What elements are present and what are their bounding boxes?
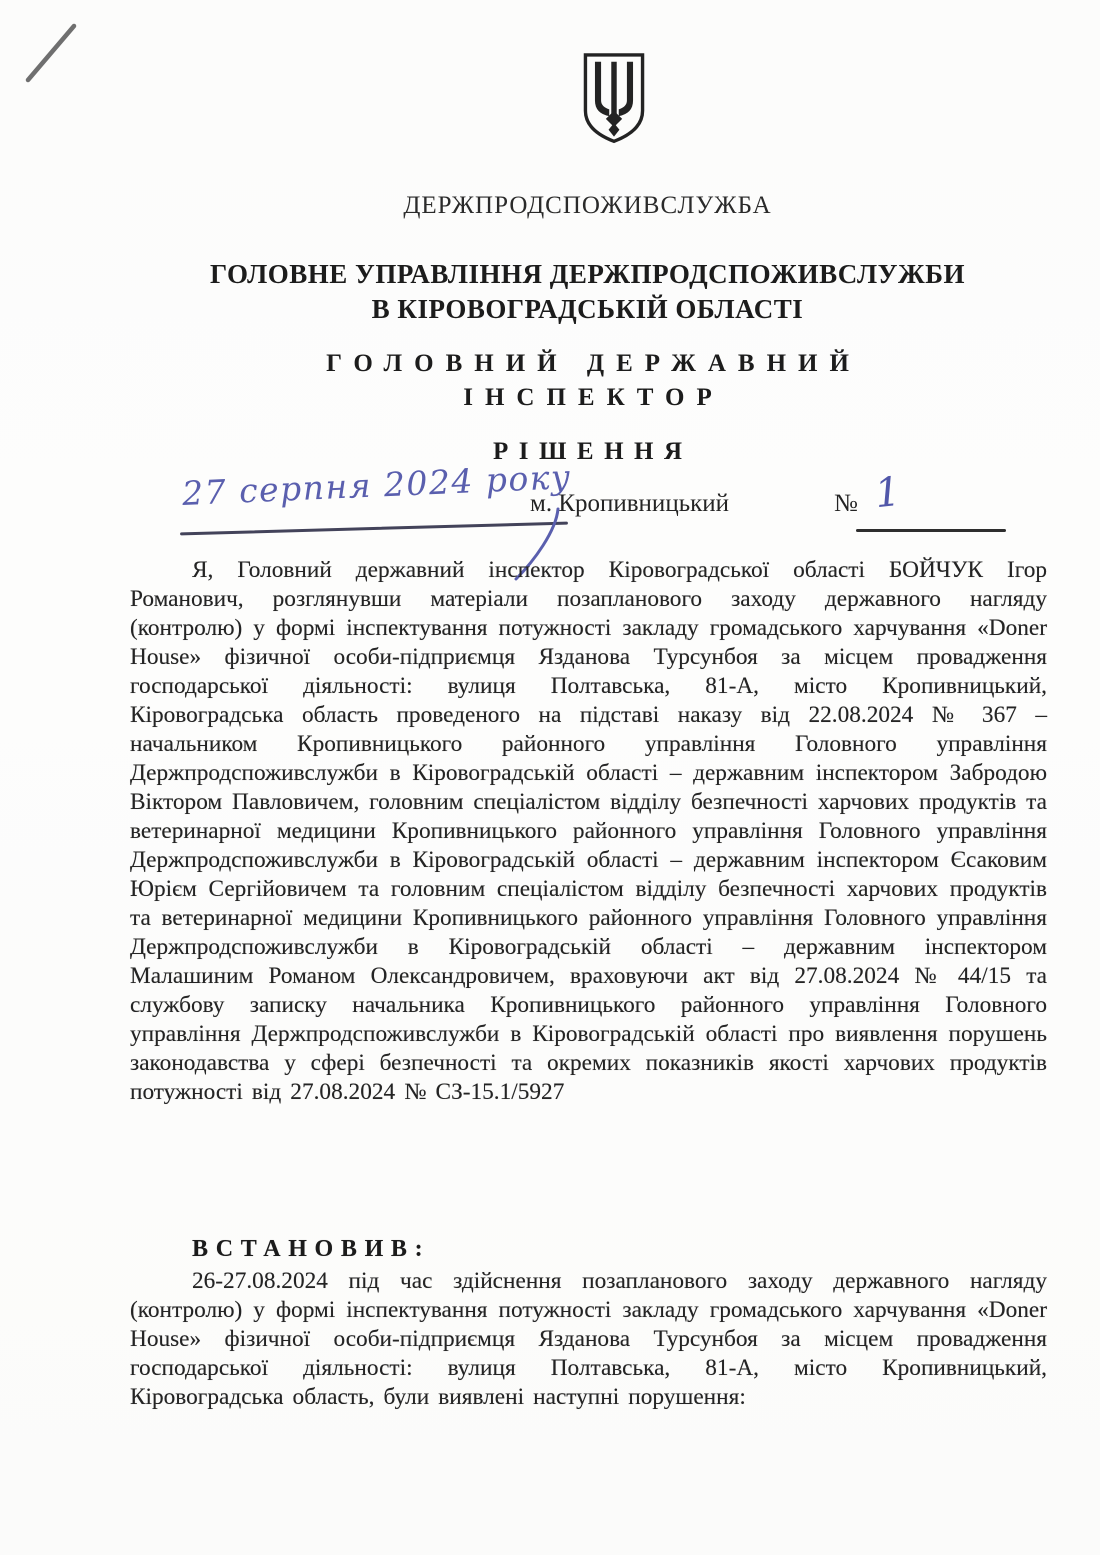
office-name-line1: ГОЛОВНЕ УПРАВЛІННЯ ДЕРЖПРОДСПОЖИВСЛУЖБИ xyxy=(210,259,965,289)
official-title-line2: ІНСПЕКТОР xyxy=(463,384,724,411)
pen-slash-mark xyxy=(18,18,88,90)
coat-of-arms-trident-icon xyxy=(580,52,648,145)
section-heading-established: ВСТАНОВИВ: xyxy=(192,1236,431,1262)
office-name-line2: В КІРОВОГРАДСЬКІЙ ОБЛАСТІ xyxy=(371,294,804,324)
decision-preamble-paragraph: Я, Головний державний інспектор Кіровоградської області БОЙЧУК Ігор Романович, розглянувши матеріали позапланового заходу державного нагляду (контролю) у формі інспектування потужності закладу громадського харчування «Doner House» фізичної особи-підприємця Язданова Турсунбоя за місцем провадження господарської діяльності: вулиця Полтавська, 81-А, місто Кропивницький, Кіровоградська область проведеного на підставі наказу від 22.08.2024 № 367 – начальником Кропивницького районного управління Головного управління Держпродспоживслужби в Кіровоградській області – державним інспектором Забродою Віктором Павловичем, головним спеціалістом відділу безпечності харчових продуктів та ветеринарної медицини Кропивницького районного управління Головного управління Держпродспоживслужби в Кіровоградській області – державним інспектором Єсаковим Юрієм Сергійовичем та головним спеціалістом відділу безпечності харчових продуктів та ветеринарної медицини Кропивницького районного управління Головного управління Держпродспоживслужби в Кіровоградській області – державним інспектором Малашиним Романом Олександровичем, враховуючи акт від 27.08.2024 № 44/15 та службову записку начальника Кропивницького районного управління Головного управління Держпродспоживслужби в Кіровоградській області про виявлення порушень законодавства у сфері безпечності та окремих показників якості харчових продуктів потужності від 27.08.2024 № СЗ-15.1/5927 xyxy=(130,557,1047,1105)
handwritten-number: 1 xyxy=(872,468,903,518)
handwritten-date: 27 серпня 2024 року xyxy=(181,457,573,513)
agency-name: ДЕРЖПРОДСПОЖИВСЛУЖБА xyxy=(403,192,772,219)
findings-paragraph: 26-27.08.2024 під час здійснення позапланового заходу державного нагляду (контролю) у формі інспектування потужності закладу громадського харчування «Doner House» фізичної особи-підприємця Язданова Турсунбоя за місцем провадження господарської діяльності: вулиця Полтавська, 81-А, місто Кропивницький, Кіровоградська область, були виявлені наступні порушення: xyxy=(130,1268,1047,1410)
number-label: № xyxy=(834,490,858,517)
city-label: м. Кропивницький xyxy=(530,490,729,517)
number-underline xyxy=(856,529,1006,532)
official-title-line1: ГОЛОВНИЙ ДЕРЖАВНИЙ xyxy=(326,350,861,377)
document-type-title: РІШЕННЯ xyxy=(492,438,693,465)
